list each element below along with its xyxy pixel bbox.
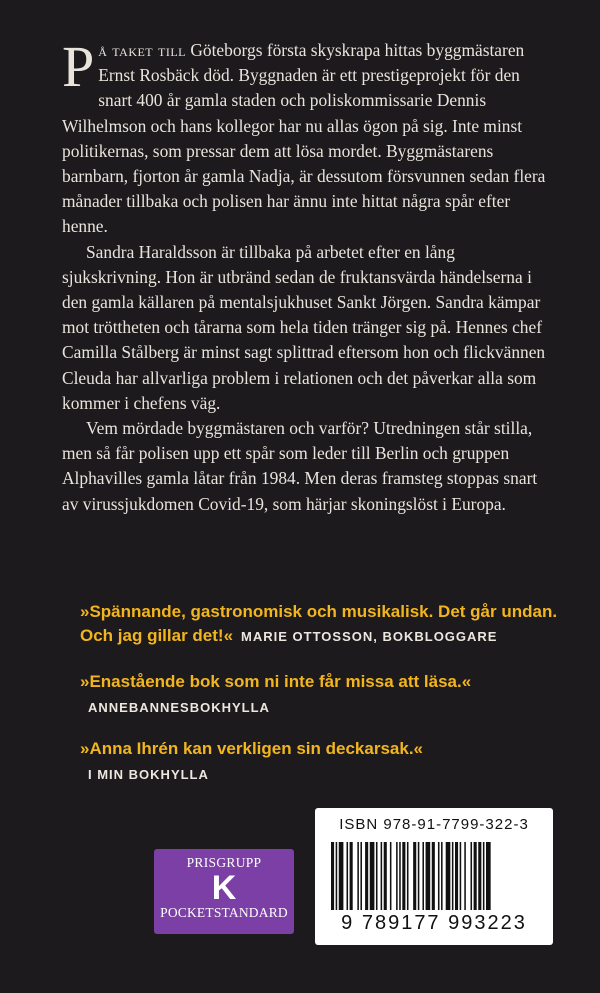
isbn-label: ISBN 978-91-7799-322-3 <box>339 816 529 833</box>
review-quotes <box>80 600 560 804</box>
quote-source: ANNEBANNESBOKHYLLA <box>88 700 270 715</box>
blurb-paragraph-2: Sandra Haraldsson är tillbaka på arbetet efter en lång sjukskrivning. Hon är utbränd sedan de fruktansvärda händelserna i den gamla källaren på mentalsjukhuset Sankt Jörgen. Sandra kämpar mot tröttheten och tårarna som hela tiden tränger sig på. Hennes chef Camilla Stålberg är minst sagt splittrad eftersom hon och flickvännen Cleuda har allvarliga problem i relationen och det påverkar alla som kommer i chefens väg. <box>62 241 546 413</box>
blurb-paragraph-3: Vem mördade byggmästaren och varför? Utredningen står stilla, men så får polisen upp ett spår som leder till Berlin och gruppen Alphavilles gamla låtar från 1984. Men deras framsteg stoppas snart av virussjukdomen Covid-19, som härjar skoningslöst i Europa. <box>62 418 538 514</box>
blurb-paragraph-1 <box>62 34 552 240</box>
review-quote <box>80 737 560 782</box>
quote-source: MARIE OTTOSSON, BOKBLOGGARE <box>241 629 498 644</box>
quote-source: I MIN BOKHYLLA <box>88 767 209 782</box>
badge-bottom-label: POCKETSTANDARD <box>160 905 288 920</box>
barcode-bars <box>329 842 539 914</box>
quote-text: »Anna Ihrén kan verkligen sin deckarsak.« <box>80 739 423 758</box>
badge-letter: K <box>211 869 237 907</box>
review-quote <box>80 600 560 648</box>
back-cover-blurb <box>62 34 552 517</box>
price-group-badge <box>154 849 294 934</box>
barcode-number: 9 789177 993223 <box>341 912 527 934</box>
blurb-lead-in: å taket till <box>98 40 186 60</box>
blurb-p1-text: Göteborgs första skyskrapa hittas byggmästaren Ernst Rosbäck död. Byggnaden är ett prestigeprojekt för den snart 400 år gamla staden och poliskommissarie Dennis Wilhelmson och hans kollegor har nu allas ögon på sig. Inte minst politikernas, som pressar dem att lösa mordet. Byggmästarens barnbarn, fjorton år gamla Nadja, är dessutom försvunnen sedan flera månader tillbaka och polisen har ännu inte hittat några spår efter henne. <box>62 40 546 237</box>
quote-text: »Enastående bok som ni inte får missa att läsa.« <box>80 672 472 691</box>
drop-cap: P <box>62 34 95 99</box>
review-quote <box>80 670 560 715</box>
isbn-barcode <box>315 808 553 945</box>
badge-top-label: PRISGRUPP <box>186 855 262 870</box>
quote-text: »Spännande, gastronomisk och musikalisk. Det går undan. Och jag gillar det!« <box>80 602 558 645</box>
